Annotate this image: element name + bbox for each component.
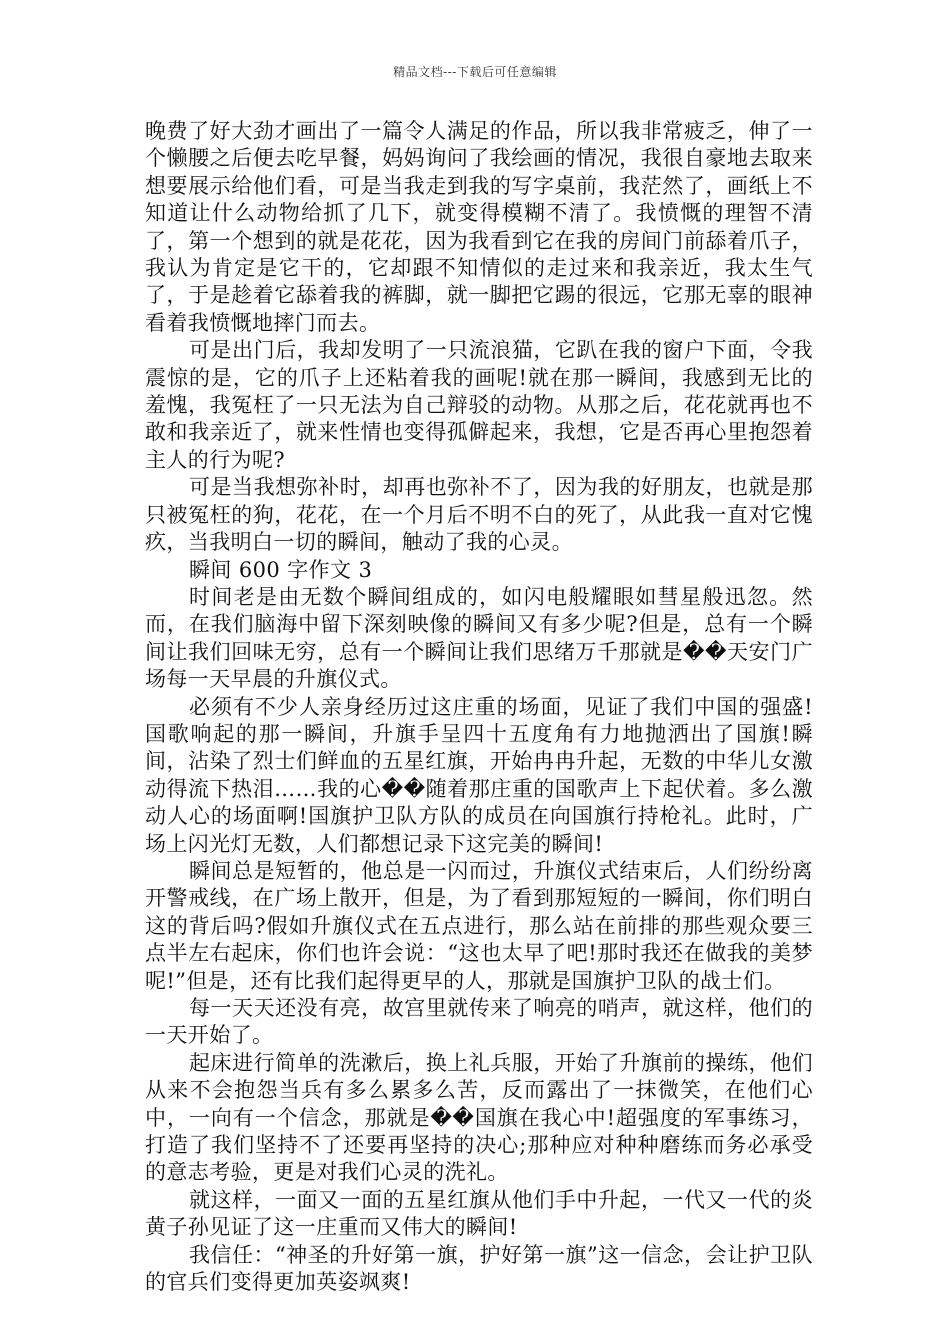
paragraph: 时间老是由无数个瞬间组成的，如闪电般耀眼如彗星般迅忽。然而，在我们脑海中留下深刻映像的瞬间又有多少呢?但是，总有一个瞬间让我们回味无穷，总有一个瞬间让我们思绪万千那就是��天安门广场每一天早晨的升旗仪式。 — [145, 584, 813, 692]
paragraph: 瞬间总是短暂的，他总是一闪而过，升旗仪式结束后，人们纷纷离开警戒线，在广场上散开，但是，为了看到那短短的一瞬间，你们明白这的背后吗?假如升旗仪式在五点进行，那么站在前排的那些观众要三点半左右起床，你们也许会说：“这也太早了吧!那时我还在做我的美梦呢!”但是，还有比我们起得更早的人，那就是国旗护卫队的战士们。 — [145, 858, 813, 993]
section-heading: 瞬间 600 字作文 3 — [189, 557, 373, 582]
document-body — [145, 118, 813, 1296]
page-header: 精品文档---下载后可任意编辑 — [393, 65, 557, 79]
paragraph: 晚费了好大劲才画出了一篇令人满足的作品，所以我非常疲乏，伸了一个懒腰之后便去吃早餐，妈妈询问了我绘画的情况，我很自豪地去取来想要展示给他们看，可是当我走到我的写字桌前，我茫然了，画纸上不知道让什么动物给抓了几下，就变得模糊不清了。我愤慨的理智不清了，第一个想到的就是花花，因为我看到它在我的房间门前舔着爪子，我认为肯定是它干的，它却跟不知情似的走过来和我亲近，我太生气了，于是趁着它舔着我的裤脚，就一脚把它踢的很远，它那无辜的眼神看着我愤慨地摔门而去。 — [145, 119, 813, 335]
paragraph: 我信任：“神圣的升好第一旗，护好第一旗”这一信念，会让护卫队的官兵们变得更加英姿飒爽! — [145, 1242, 813, 1295]
paragraph: 就这样，一面又一面的五星红旗从他们手中升起，一代又一代的炎黄子孙见证了这一庄重而又伟大的瞬间! — [145, 1187, 813, 1240]
paragraph: 可是当我想弥补时，却再也弥补不了，因为我的好朋友，也就是那只被冤枉的狗，花花，在一个月后不明不白的死了，从此我一直对它愧疚，当我明白一切的瞬间，触动了我的心灵。 — [145, 475, 813, 555]
paragraph: 可是出门后，我却发明了一只流浪猫，它趴在我的窗户下面，令我震惊的是，它的爪子上还粘着我的画呢!就在那一瞬间，我感到无比的羞愧，我冤枉了一只无法为自己辩驳的动物。从那之后，花花就再也不敢和我亲近了，就来性情也变得孤僻起来，我想，它是否再心里抱怨着主人的行为呢? — [145, 338, 813, 472]
paragraph: 每一天天还没有亮，故宫里就传来了响亮的哨声，就这样，他们的一天开始了。 — [145, 996, 813, 1048]
paragraph: 起床进行简单的洗漱后，换上礼兵服，开始了升旗前的操练，他们从来不会抱怨当兵有多么累多么苦，反而露出了一抹微笑，在他们心中，一向有一个信念，那就是��国旗在我心中!超强度的军事练习，打造了我们坚持不了还要再坚持的决心;那种应对种种磨练而务必承受的意志考验，更是对我们心灵的洗礼。 — [145, 1050, 813, 1185]
paragraph: 必须有不少人亲身经历过这庄重的场面，见证了我们中国的强盛!国歌响起的那一瞬间，升旗手呈四十五度角有力地抛洒出了国旗!瞬间，沾染了烈士们鲜血的五星红旗，开始冉冉升起，无数的中华儿女激动得流下热泪……我的心��随着那庄重的国歌声上下起伏着。多么激动人心的场面啊!国旗护卫队方队的成员在向国旗行持枪礼。此时，广场上闪光灯无数，人们都想记录下这完美的瞬间! — [145, 694, 813, 856]
